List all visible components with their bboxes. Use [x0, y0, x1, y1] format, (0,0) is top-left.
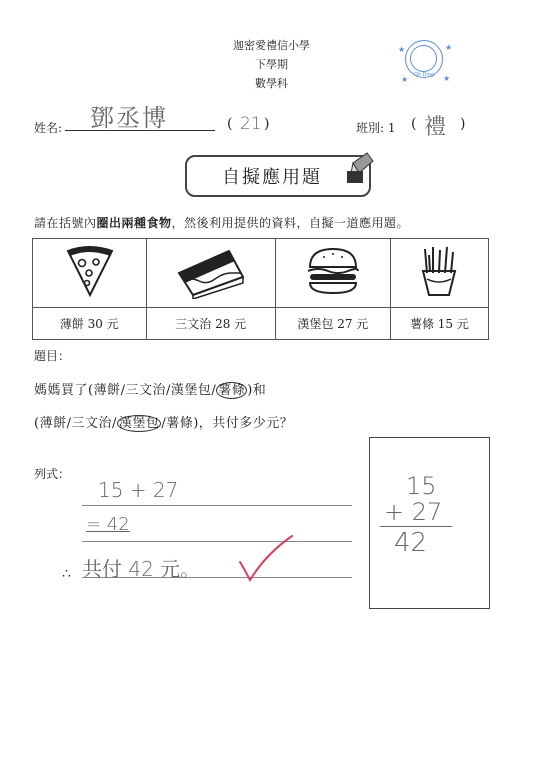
food-image-cell — [146, 239, 275, 308]
food-image-cell — [390, 239, 488, 308]
pencil-icon — [347, 151, 375, 185]
equation-line-2[interactable]: = 42 — [86, 514, 130, 535]
fries-icon — [409, 243, 469, 299]
star-icon: ★ — [398, 45, 406, 54]
class-name[interactable]: 禮 — [424, 115, 447, 140]
burger-icon — [298, 243, 368, 299]
number-close: ) — [264, 116, 270, 132]
star-icon: ★ — [443, 74, 451, 83]
answer-line — [82, 505, 352, 506]
question-line-2-prefix: (薄餅/三文治/ — [34, 416, 117, 431]
equation-line-1[interactable]: 15 + 27 — [98, 478, 179, 502]
circled-choice-burger[interactable]: 漢堡包 — [118, 416, 160, 431]
food-image-cell — [275, 239, 390, 308]
class-open: ( — [411, 116, 417, 132]
class-label: 班別: 1 — [356, 121, 396, 135]
food-image-cell — [33, 239, 147, 308]
instruction-after: ，然後利用提供的資料，自擬一道應用題。 — [171, 216, 410, 230]
name-label: 姓名: — [34, 121, 63, 135]
star-icon: ★ — [401, 75, 409, 84]
number-open: ( — [227, 116, 233, 132]
term: 下學期 — [255, 58, 288, 71]
question-line-2-suffix: /薯條)，共付多少元？ — [161, 416, 294, 431]
instruction-bold: 圈出兩種食物 — [96, 216, 172, 230]
star-icon: ★ — [445, 43, 453, 52]
question-line-2 — [34, 412, 293, 431]
title-banner — [185, 155, 371, 197]
food-table — [32, 238, 489, 340]
question-line-1 — [34, 379, 266, 398]
vertical-result[interactable]: 42 — [394, 528, 428, 558]
vertical-addend[interactable]: + 27 — [384, 498, 443, 526]
school-name: 迦密愛禮信小學 — [233, 39, 310, 52]
logo-text: Oh Ding — [413, 72, 435, 78]
subject: 數學科 — [255, 77, 288, 90]
answer-line — [82, 541, 352, 542]
answer-statement[interactable]: 共付 42 元。 — [82, 557, 201, 581]
instruction-before: 請在括號內 — [34, 216, 97, 230]
food-label-fries: 薯條 15 元 — [390, 308, 488, 340]
food-label-pizza: 薄餅 30 元 — [33, 308, 147, 340]
pizza-icon — [54, 243, 124, 299]
vertical-working-box — [369, 437, 490, 609]
worksheet-title: 自擬應用題 — [222, 167, 322, 188]
therefore-symbol: ∴ — [62, 566, 71, 582]
student-number[interactable]: 21 — [240, 114, 262, 134]
vertical-top-number[interactable]: 15 — [406, 472, 437, 500]
class-close: ) — [460, 116, 466, 132]
question-line-1-suffix: )和 — [247, 383, 267, 398]
student-name[interactable]: 鄧丞博 — [90, 104, 168, 132]
instruction — [34, 214, 409, 231]
question-title: 題目： — [34, 349, 71, 363]
question-line-1-prefix: 媽媽買了(薄餅/三文治/漢堡包/ — [34, 383, 217, 398]
food-label-burger: 漢堡包 27 元 — [275, 308, 390, 340]
sandwich-icon — [171, 243, 251, 299]
food-label-sandwich: 三文治 28 元 — [146, 308, 275, 340]
check-mark-icon — [236, 532, 296, 584]
working-label: 列式： — [34, 467, 71, 481]
school-logo-stamp — [405, 40, 443, 78]
circled-choice-fries[interactable]: 薯條 — [218, 383, 246, 398]
sum-line — [380, 526, 452, 527]
name-underline — [65, 130, 215, 131]
